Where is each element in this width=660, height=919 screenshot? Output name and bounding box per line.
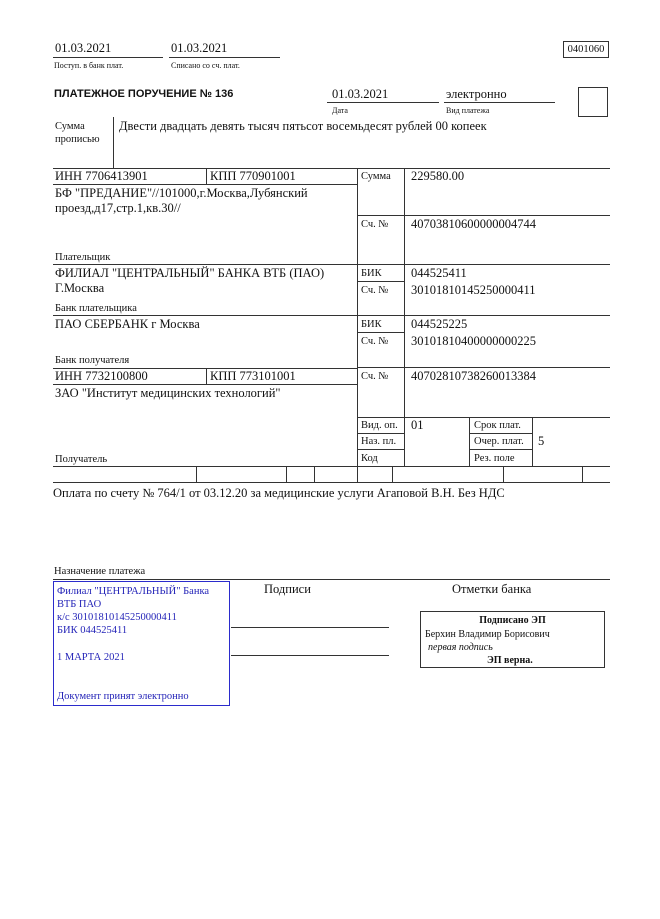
payer-bank-name-1: ФИЛИАЛ "ЦЕНТРАЛЬНЫЙ" БАНКА ВТБ (ПАО): [55, 266, 325, 280]
payer-account-label: Сч. №: [361, 219, 389, 230]
code-label: Код: [361, 453, 378, 464]
received-date-label: Поступ. в банк плат.: [54, 61, 124, 70]
payer-bank-name-2: Г.Москва: [55, 281, 105, 295]
payer-account: 40703810600000004744: [411, 217, 536, 231]
table-line: [357, 417, 610, 418]
table-line: [469, 433, 532, 434]
payer-bank-account: 30101810145250000411: [411, 283, 536, 297]
payer-inn: ИНН 7706413901: [55, 169, 148, 183]
priority-label: Очер. плат.: [474, 436, 524, 447]
payer-label: Плательщик: [55, 252, 111, 263]
payee-bank-name: ПАО СБЕРБАНК г Москва: [55, 317, 200, 331]
payee-name: ЗАО "Институт медицинских технологий": [55, 386, 281, 400]
stamp-status: Документ принят электронно: [57, 691, 189, 702]
payee-bik: 044525225: [411, 317, 468, 331]
payer-bank-account-label: Сч. №: [361, 285, 389, 296]
signatures-label: Подписи: [264, 582, 311, 596]
stamp-line-1: Филиал "ЦЕНТРАЛЬНЫЙ" Банка: [57, 586, 210, 597]
signature-line-2: [231, 655, 389, 656]
table-line: [357, 215, 610, 216]
payer-name-2: проезд,д17,стр.1,кв.30//: [55, 201, 181, 215]
table-line: [206, 368, 207, 384]
e-signature-signer: Берхин Владимир Борисович: [425, 629, 550, 640]
payment-purpose: Оплата по счету № 764/1 от 03.12.20 за медицинские услуги Агаповой В.Н. Без НДС: [53, 486, 505, 500]
payee-label: Получатель: [55, 454, 108, 465]
table-line: [53, 384, 357, 385]
received-date-line: [53, 57, 163, 58]
debited-date-line: [169, 57, 280, 58]
purpose-code-label: Наз. пл.: [361, 436, 397, 447]
form-code: 0401060: [563, 41, 609, 58]
op-type-label: Вид. оп.: [361, 420, 398, 431]
table-line: [404, 168, 405, 466]
table-line: [392, 466, 393, 482]
priority: 5: [538, 434, 545, 448]
payee-inn: ИНН 7732100800: [55, 369, 148, 383]
debited-date-label: Списано со сч. плат.: [171, 61, 240, 70]
debited-date: 01.03.2021: [171, 41, 228, 55]
table-line: [503, 466, 504, 482]
stamp-line-4: БИК 044525411: [57, 625, 128, 636]
order-date-line: [327, 102, 439, 103]
payee-kpp: КПП 773101001: [210, 369, 296, 383]
payment-purpose-label: Назначение платежа: [54, 566, 146, 577]
amount-words-label-2: прописью: [55, 134, 100, 145]
due-label: Срок плат.: [474, 420, 521, 431]
payment-type-line: [444, 102, 555, 103]
signature-line-1: [231, 627, 389, 628]
table-line: [357, 433, 405, 434]
amount-words-label-1: Сумма: [55, 121, 85, 132]
stamp-line-2: ВТБ ПАО: [57, 599, 102, 610]
payer-bik-label: БИК: [361, 268, 382, 279]
purpose-bottom-line: [53, 579, 610, 580]
payment-type: электронно: [446, 87, 507, 101]
payee-bank-account: 30101810400000000225: [411, 334, 536, 348]
table-line: [53, 315, 610, 316]
e-signature-box: [420, 611, 605, 668]
sum-label: Сумма: [361, 171, 391, 182]
order-date: 01.03.2021: [332, 87, 389, 101]
table-line: [53, 264, 610, 265]
status-code-box: [578, 87, 608, 117]
payee-bik-label: БИК: [361, 319, 382, 330]
table-line: [357, 281, 405, 282]
divider: [113, 117, 114, 168]
e-signature-verdict: ЭП верна.: [487, 655, 533, 666]
table-line: [357, 367, 610, 368]
payer-kpp: КПП 770901001: [210, 169, 296, 183]
table-line: [469, 417, 470, 466]
amount-in-words: Двести двадцать девять тысяч пятьсот восемьдесят рублей 00 копеек: [119, 119, 487, 133]
table-line: [532, 417, 533, 466]
e-signature-title: Подписано ЭП: [479, 615, 546, 626]
payee-bank-account-label: Сч. №: [361, 336, 389, 347]
order-date-label: Дата: [332, 106, 348, 115]
table-line: [469, 449, 532, 450]
received-date: 01.03.2021: [55, 41, 112, 55]
table-line: [53, 466, 610, 467]
e-signature-role: первая подпись: [428, 642, 493, 653]
table-line: [582, 466, 583, 482]
table-line: [314, 466, 315, 482]
table-line: [357, 168, 358, 482]
payer-name-1: БФ "ПРЕДАНИЕ"//101000,г.Москва,Лубянский: [55, 186, 308, 200]
payee-account: 40702810738260013384: [411, 369, 536, 383]
bank-marks-label: Отметки банка: [452, 582, 532, 596]
table-line: [357, 332, 405, 333]
payee-bank-label: Банк получателя: [55, 355, 130, 366]
payer-bank-label: Банк плательщика: [55, 303, 137, 314]
table-line: [206, 168, 207, 184]
payee-account-label: Сч. №: [361, 371, 389, 382]
table-line: [357, 449, 405, 450]
payment-type-label: Вид платежа: [446, 106, 490, 115]
document-title: ПЛАТЕЖНОЕ ПОРУЧЕНИЕ № 136: [54, 88, 234, 100]
reserved-label: Рез. поле: [474, 453, 515, 464]
table-line: [196, 466, 197, 482]
stamp-line-3: к/с 30101810145250000411: [57, 612, 177, 623]
payer-bik: 044525411: [411, 266, 467, 280]
table-line: [286, 466, 287, 482]
bank-stamp: [53, 581, 230, 706]
table-line: [53, 184, 357, 185]
table-line: [53, 482, 610, 483]
stamp-date: 1 МАРТА 2021: [57, 652, 125, 663]
sum-value: 229580.00: [411, 169, 465, 183]
op-type: 01: [411, 418, 424, 432]
